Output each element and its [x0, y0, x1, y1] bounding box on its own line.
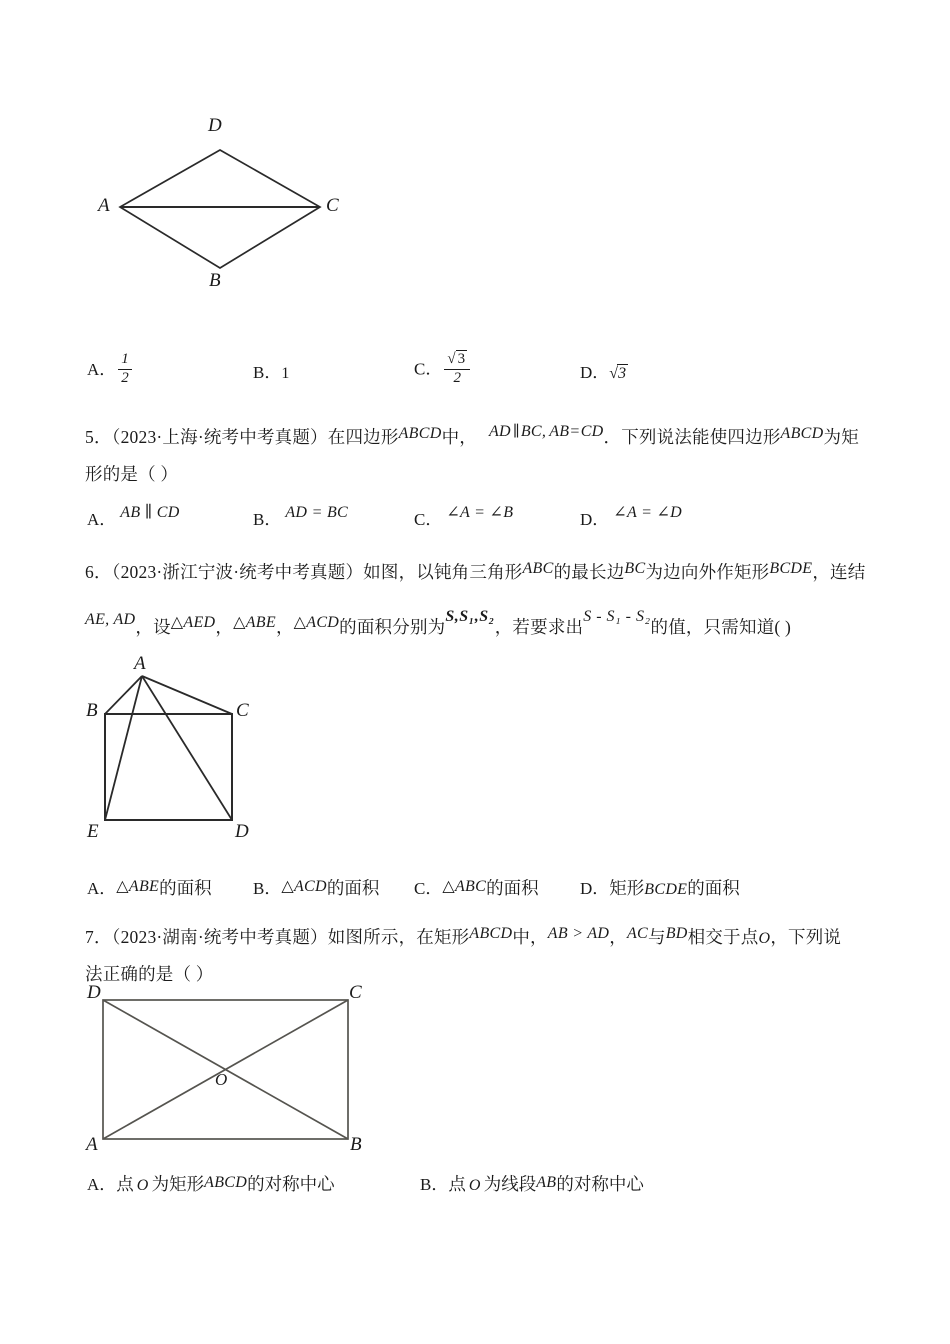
- q7-option-b-math-ab: AB: [536, 1174, 557, 1191]
- q5-option-c-letter: C．: [414, 510, 443, 529]
- q4-option-a-numerator: 1: [118, 352, 132, 370]
- q7-text-2: 中，: [512, 927, 548, 947]
- q7-option-b-text-pre: 点: [448, 1174, 466, 1194]
- q7-math-o: O: [758, 930, 771, 947]
- figure-rectangle-abcd-diagonals: [72, 982, 392, 1163]
- question-7-line-2: 法正确的是（ ）: [85, 964, 214, 984]
- q4-option-c-letter: C．: [414, 359, 443, 379]
- q7-math-abcd: ABCD: [469, 925, 513, 942]
- q5-option-a-letter: A．: [87, 510, 117, 529]
- q4-option-b[interactable]: [253, 358, 290, 383]
- q4-option-a-denominator: 2: [121, 369, 129, 386]
- q5-stem-text-2: 中，: [441, 427, 477, 447]
- q4-option-d-letter: D．: [580, 363, 610, 382]
- vertex-label-c: C: [326, 195, 339, 216]
- q4-option-d[interactable]: [580, 358, 628, 383]
- q7-option-a-text-pre: 点: [116, 1174, 134, 1194]
- q6-option-b-letter: B．: [253, 879, 282, 898]
- q7-text-3: ，: [609, 927, 627, 947]
- vertex-label-c: C: [236, 700, 249, 721]
- q6-option-b-text: 的面积: [326, 878, 380, 898]
- q5-option-c-math: ∠A = ∠B: [446, 504, 514, 521]
- q6-text-4: ，连结: [812, 562, 866, 582]
- q6-option-a-letter: A．: [87, 879, 117, 898]
- q5-option-c[interactable]: [414, 505, 513, 530]
- q4-option-b-letter: B．: [253, 363, 282, 382]
- q6-option-c-letter: C．: [414, 879, 443, 898]
- q5-option-b-letter: B．: [253, 510, 282, 529]
- question-6-line-2: [85, 608, 791, 648]
- q6-math-abc: ABC: [522, 560, 554, 577]
- q4-option-d-sqrt: √3: [609, 365, 627, 382]
- q7-text-4: 与: [648, 927, 666, 947]
- q6-text-9: ，若要求出: [494, 617, 584, 637]
- q6-text-3: 为边向外作矩形: [645, 562, 770, 582]
- q4-option-a-fraction: [118, 352, 132, 387]
- q5-option-b-math: AD = BC: [285, 504, 349, 521]
- q7-option-b-letter: B．: [420, 1175, 449, 1194]
- vertex-label-b: B: [209, 270, 221, 291]
- q4-option-c[interactable]: [414, 352, 472, 387]
- q6-option-a-text: 的面积: [159, 878, 212, 898]
- q6-option-b[interactable]: [253, 874, 379, 900]
- q5-option-d[interactable]: [580, 505, 682, 530]
- vertex-label-d: D: [235, 821, 249, 842]
- q5-stem-text-4: 为矩: [823, 427, 859, 447]
- vertex-label-d: D: [87, 982, 101, 1003]
- q6-option-c-text: 的面积: [486, 878, 539, 898]
- q6-text-6: ，: [215, 617, 234, 637]
- q7-option-a[interactable]: [87, 1170, 335, 1196]
- q4-option-b-value: 1: [281, 365, 290, 382]
- q5-math-bc: BC,: [520, 423, 547, 440]
- q5-stem-text-3: ．下列说法能使四边形: [603, 427, 781, 447]
- q7-text-5: 相交于点: [687, 927, 759, 947]
- q6-option-d-letter: D．: [580, 879, 610, 898]
- figure-rhombus-abcd: [90, 115, 370, 305]
- q5-math-abcd-2: ABCD: [780, 425, 824, 442]
- vertex-label-b: B: [86, 700, 98, 721]
- q6-math-tri-aed: △AED: [170, 614, 216, 631]
- q7-math-ac: AC: [626, 925, 648, 942]
- q7-option-b-math-o: O: [468, 1177, 481, 1194]
- q5-option-a[interactable]: [87, 505, 180, 530]
- vertex-label-b: B: [350, 1134, 362, 1155]
- q6-option-d-math: BCDE: [644, 881, 688, 898]
- q6-option-d[interactable]: [580, 874, 740, 900]
- q6-option-c-math: △ABC: [442, 878, 487, 895]
- vertex-label-d: D: [208, 115, 222, 136]
- question-5-line-1: [85, 418, 859, 458]
- q5-option-a-math: AB ∥ CD: [120, 504, 180, 521]
- q7-text-1: 如图所示，在矩形: [327, 927, 470, 947]
- q6-math-bcde: BCDE: [769, 560, 813, 577]
- q6-text-10: 的值，只需知道( ): [650, 617, 792, 637]
- q5-math-abcd-1: ABCD: [398, 425, 442, 442]
- q6-option-d-text-pre: 矩形: [609, 878, 645, 898]
- question-7-line-1: [85, 918, 841, 958]
- q6-math-ae-ad: AE, AD: [85, 611, 136, 628]
- q5-source: （2023·上海·统考中考真题）: [111, 427, 328, 447]
- q6-math-tri-abe: △ABE: [233, 614, 276, 631]
- q4-option-c-fraction: [444, 352, 470, 387]
- q6-text-8: 的面积分别为: [339, 617, 446, 637]
- q5-number: 5．: [85, 427, 112, 447]
- vertex-label-a: A: [134, 653, 146, 674]
- q7-option-b-text-post: 的对称中心: [556, 1174, 644, 1194]
- q6-option-a-math: △ABE: [116, 878, 160, 895]
- q6-math-areas: S,S₁,S₂: [445, 608, 495, 625]
- q5-stem-text-1: 在四边形: [327, 427, 399, 447]
- q6-math-tri-acd: △ACD: [293, 614, 340, 631]
- q5-math-cd: CD: [580, 423, 604, 440]
- q4-option-c-denominator: 2: [453, 369, 461, 386]
- q7-text-6: ，下列说: [770, 927, 842, 947]
- figure-rectangle-bcde: [75, 655, 315, 855]
- q4-option-c-numerator: √ 3: [444, 352, 470, 370]
- q7-option-a-math-o: O: [136, 1177, 149, 1194]
- q7-option-a-text-mid: 为矩形: [151, 1174, 205, 1194]
- q6-text-1: 如图，以钝角三角形: [363, 562, 523, 582]
- q6-option-a[interactable]: [87, 874, 212, 900]
- q4-option-a[interactable]: [87, 352, 134, 387]
- vertex-label-a: A: [86, 1134, 98, 1155]
- q7-option-a-text-post: 的对称中心: [247, 1174, 335, 1194]
- q6-math-expression: S - S₁ - S₂: [583, 608, 651, 625]
- q6-source: （2023·浙江宁波·统考中考真题）: [111, 562, 364, 582]
- vertex-label-e: E: [87, 821, 99, 842]
- q6-number: 6．: [85, 562, 112, 582]
- q5-math-ab: AB: [549, 423, 570, 440]
- question-6-line-1: [85, 553, 865, 593]
- q6-text-2: 的最长边: [553, 562, 625, 582]
- q7-source: （2023·湖南·统考中考真题）: [111, 927, 328, 947]
- q6-option-b-math: △ACD: [281, 878, 327, 895]
- q6-text-7: ，: [275, 617, 294, 637]
- q6-option-d-text: 的面积: [687, 878, 740, 898]
- q7-option-a-math-abcd: ABCD: [204, 1174, 248, 1191]
- q5-option-b[interactable]: [253, 505, 348, 530]
- q5-option-d-letter: D．: [580, 510, 610, 529]
- q6-option-c[interactable]: [414, 874, 539, 900]
- q5-parallel-symbol: ∥: [512, 424, 519, 440]
- q7-math-ab-gt-ad: AB > AD: [547, 925, 610, 942]
- q4-option-a-letter: A．: [87, 360, 117, 379]
- q7-option-b-text-mid: 为线段: [483, 1174, 537, 1194]
- q6-text-5: ，设: [135, 617, 171, 637]
- q7-number: 7．: [85, 927, 112, 947]
- q6-math-bc: BC: [624, 560, 646, 577]
- intersection-label-o: O: [215, 1070, 228, 1089]
- q7-option-a-letter: A．: [87, 1175, 117, 1194]
- q5-equals-1: =: [570, 423, 580, 440]
- q5-math-ad: AD: [488, 423, 511, 440]
- question-5-line-2: 形的是（ ）: [85, 464, 179, 484]
- q5-option-d-math: ∠A = ∠D: [613, 504, 683, 521]
- q7-math-bd: BD: [665, 925, 688, 942]
- vertex-label-c: C: [349, 982, 362, 1003]
- q7-option-b[interactable]: [420, 1170, 644, 1196]
- vertex-label-a: A: [98, 195, 110, 216]
